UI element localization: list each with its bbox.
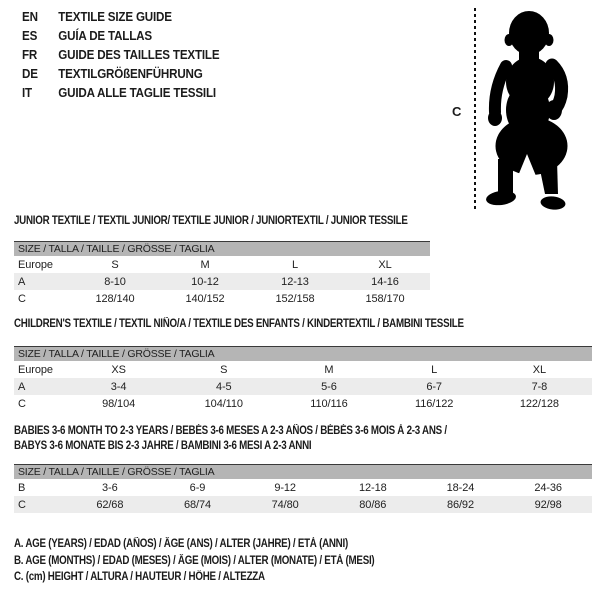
row-label-cell: C	[18, 292, 26, 305]
size-cell: 3-6	[102, 481, 118, 494]
size-cell: 4-5	[215, 380, 232, 393]
language-code: DE	[22, 66, 38, 81]
language-row	[22, 26, 219, 45]
junior-size-table	[14, 256, 430, 307]
row-label-cell: C	[18, 397, 26, 410]
measure-dotted-line	[474, 8, 476, 210]
table-row	[14, 479, 592, 496]
children-size-table	[14, 361, 592, 412]
size-cell: 98/104	[102, 397, 136, 410]
size-cell: 12-13	[281, 275, 309, 288]
size-cell: 158/170	[365, 292, 405, 305]
row-label-cell: A	[18, 275, 26, 288]
babies-size-table	[14, 479, 592, 513]
size-cell: 5-6	[321, 380, 337, 393]
language-code: FR	[22, 47, 38, 62]
table-title: CHILDREN'S TEXTILE / TEXTIL NIÑO/A / TEXTILE DES ENFANTS / KINDERTEXTIL / BAMBINI TESSILE	[14, 318, 464, 330]
size-cell: L	[431, 363, 438, 376]
size-cell: 74/80	[271, 498, 299, 511]
language-row	[22, 64, 219, 83]
guide-title: GUÍA DE TALLAS	[58, 28, 152, 43]
junior-textile-section	[14, 214, 430, 307]
size-header-bar: SIZE / TALLA / TAILLE / GRÖSSE / TAGLIA	[14, 346, 592, 361]
row-label-cell: B	[18, 481, 26, 494]
language-row	[22, 7, 219, 26]
size-cell: 6-9	[189, 481, 206, 494]
size-cell: 24-36	[534, 481, 562, 494]
size-cell: M	[200, 258, 210, 271]
size-header-bar: SIZE / TALLA / TAILLE / GRÖSSE / TAGLIA	[14, 464, 592, 479]
table-row	[14, 496, 592, 513]
size-cell: XS	[111, 363, 126, 376]
size-cell: XL	[378, 258, 392, 271]
guide-title: GUIDE DES TAILLES TEXTILE	[58, 47, 220, 62]
row-label-cell: Europe	[18, 258, 53, 271]
legend-line-c: C. (cm) HEIGHT / ALTURA / HAUTEUR / HÖHE / ALTEZZA	[14, 571, 265, 583]
table-row	[14, 256, 430, 273]
size-cell: L	[291, 258, 299, 271]
size-cell: XL	[532, 363, 546, 376]
size-cell: 14-16	[371, 275, 399, 288]
language-row	[22, 83, 219, 102]
guide-title: TEXTILGRÖßENFÜHRUNG	[58, 66, 203, 81]
size-cell: S	[111, 258, 119, 271]
table-row	[14, 395, 592, 412]
size-cell: 3-4	[110, 380, 127, 393]
legend-line-a: A. AGE (YEARS) / EDAD (AÑOS) / ÂGE (ANS) / ALTER (JAHRE) / ETÀ (ANNI)	[14, 538, 348, 550]
row-label-cell: Europe	[18, 363, 53, 376]
row-label-cell: A	[18, 380, 26, 393]
size-cell: 18-24	[446, 481, 475, 494]
row-label-cell: C	[18, 498, 26, 511]
measure-label: C	[452, 104, 462, 119]
size-cell: 8-10	[104, 275, 126, 288]
size-cell: 80/86	[359, 498, 387, 511]
table-row	[14, 273, 430, 290]
table-row	[14, 290, 430, 307]
guide-title: GUIDA ALLE TAGLIE TESSILI	[58, 85, 216, 100]
size-cell: 9-12	[274, 481, 296, 494]
table-row	[14, 378, 592, 395]
size-cell: 116/122	[415, 397, 454, 410]
size-cell: S	[220, 363, 228, 376]
size-cell: 7-8	[531, 380, 548, 393]
size-header-bar: SIZE / TALLA / TAILLE / GRÖSSE / TAGLIA	[14, 241, 430, 256]
size-cell: 104/110	[204, 397, 243, 410]
table-title-line1: BABIES 3-6 MONTH TO 2-3 YEARS / BEBÉS 3-6 MESES A 2-3 AÑOS / BÉBÉS 3-6 MOIS À 2-3 ANS /	[14, 425, 447, 437]
size-cell: 68/74	[183, 498, 211, 511]
size-cell: 122/128	[519, 397, 559, 410]
size-cell: 62/68	[96, 498, 124, 511]
language-code: IT	[22, 85, 32, 100]
size-cell: 86/92	[446, 498, 474, 511]
language-row	[22, 45, 219, 64]
babies-textile-section	[14, 424, 592, 513]
children-textile-section	[14, 317, 592, 412]
guide-title: TEXTILE SIZE GUIDE	[58, 9, 172, 24]
size-cell: 6-7	[426, 380, 442, 393]
table-row	[14, 361, 592, 378]
size-cell: M	[324, 363, 334, 376]
language-code: EN	[22, 9, 38, 24]
legend-line-b: B. AGE (MONTHS) / EDAD (MESES) / ÂGE (MOIS) / ALTER (MONATE) / ETÀ (MESI)	[14, 554, 375, 567]
size-cell: 152/158	[275, 292, 315, 305]
baby-silhouette	[482, 4, 594, 214]
size-cell: 92/98	[534, 498, 562, 511]
table-title: JUNIOR TEXTILE / TEXTIL JUNIOR/ TEXTILE JUNIOR / JUNIORTEXTIL / JUNIOR TESSILE	[14, 215, 408, 227]
size-cell: 128/140	[95, 292, 135, 305]
size-cell: 12-18	[358, 481, 387, 494]
table-title-line2: BABYS 3-6 MONATE BIS 2-3 JAHRE / BAMBINI 3-6 MESI A 2-3 ANNI	[14, 440, 312, 452]
size-cell: 10-12	[191, 275, 219, 288]
language-code: ES	[22, 28, 38, 43]
measurement-legend	[14, 536, 438, 586]
size-cell: 110/116	[310, 397, 348, 410]
size-cell: 140/152	[185, 292, 225, 305]
language-title-list	[22, 7, 234, 102]
